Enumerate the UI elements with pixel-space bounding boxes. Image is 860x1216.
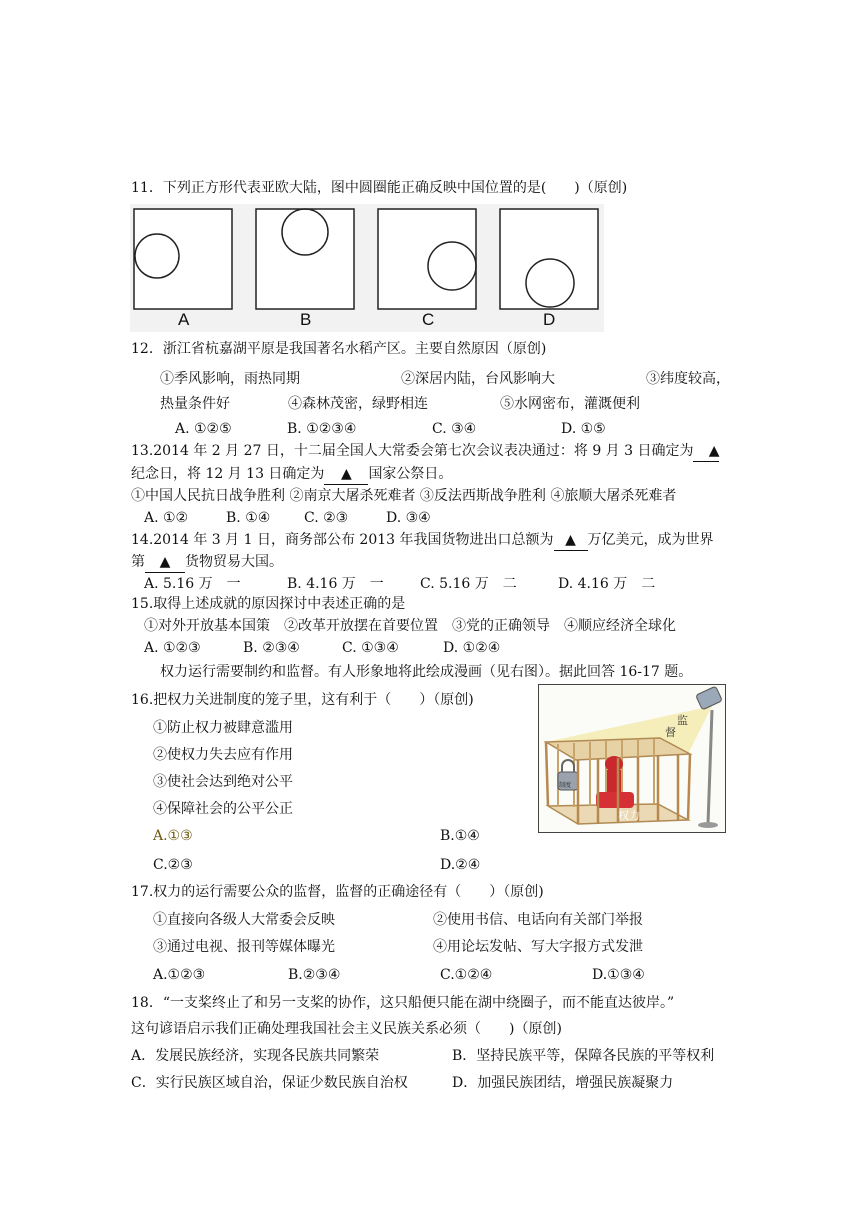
q12-statement-1: ①季风影响，雨热同期 xyxy=(160,371,300,387)
square-c xyxy=(378,209,476,309)
q14-option-c[interactable]: C. 5.16 万 二 xyxy=(420,576,517,592)
q13-text-2b: 国家公祭日。 xyxy=(368,466,453,482)
q16-statement-3: ③使社会达到绝对公平 xyxy=(153,774,293,790)
q18-option-a[interactable]: A．发展民族经济，实现各民族共同繁荣 xyxy=(131,1048,380,1064)
cartoon-lock-label: 制度 xyxy=(559,782,572,789)
q18-line-2: 这句谚语启示我们正确处理我国社会主义民族关系必须（ )（原创) xyxy=(131,1021,562,1037)
q15-statements: ①对外开放基本国策 ②改革开放摆在首要位置 ③党的正确领导 ④顺应经济全球化 xyxy=(144,618,676,634)
q16-statement-2: ②使权力失去应有作用 xyxy=(153,747,293,763)
q13-option-a[interactable]: A. ①② xyxy=(144,510,189,526)
q18-option-c[interactable]: C．实行民族区域自治，保证少数民族自治权 xyxy=(131,1075,408,1091)
q12-statement-4: ④森林茂密，绿野相连 xyxy=(288,396,428,412)
square-b xyxy=(256,209,354,309)
q16-option-d[interactable]: D.②④ xyxy=(440,857,481,873)
q12-statement-5: ⑤水网密布，灌溉便利 xyxy=(500,396,640,412)
q14-line-2 xyxy=(131,552,283,573)
q12-option-c[interactable]: C. ③④ xyxy=(432,421,477,437)
cartoon-label-jian: 监 xyxy=(677,714,688,727)
cartoon-label-power: 权力 xyxy=(618,809,640,822)
q12-statement-2: ②深居内陆，台风影响大 xyxy=(401,371,555,387)
q16-option-a[interactable]: A.①③ xyxy=(153,828,193,844)
q13-option-c[interactable]: C. ②③ xyxy=(304,510,349,526)
q17-option-d[interactable]: D.①③④ xyxy=(592,967,645,983)
power-cage-cartoon xyxy=(538,684,726,833)
q13-text-1: 13.2014 年 2 月 27 日，十二届全国人大常委会第七次会议表决通过：将 9 月 3 日确定为 xyxy=(131,443,694,459)
q16-statement-1: ①防止权力被肆意滥用 xyxy=(153,720,293,736)
q15-option-c[interactable]: C. ①③④ xyxy=(342,640,399,656)
q14-text-1a: 14.2014 年 3 月 1 日，商务部公布 2013 年我国货物进出口总额为 xyxy=(131,532,554,548)
q16-option-b[interactable]: B.①④ xyxy=(440,828,480,844)
q14-text-2a: 第 xyxy=(131,554,145,570)
q13-option-b[interactable]: B. ①④ xyxy=(226,510,271,526)
label-b: B xyxy=(300,310,312,329)
q13-blank-2: ▲ xyxy=(324,464,368,485)
label-a: A xyxy=(178,310,190,329)
label-c: C xyxy=(422,310,435,329)
square-a xyxy=(134,209,232,309)
q17-statement-1: ①直接向各级人大常委会反映 xyxy=(153,912,335,928)
q13-line-1 xyxy=(131,441,719,462)
q15-stem: 15.取得上述成就的原因探讨中表述正确的是 xyxy=(131,596,406,612)
q18-line-1: 18．“一支桨终止了和另一支桨的协作，这只船便只能在湖中绕圈子，而不能直达彼岸。” xyxy=(131,995,675,1011)
q17-statement-3: ③通过电视、报刊等媒体曝光 xyxy=(153,939,335,955)
q16-statement-4: ④保障社会的公平公正 xyxy=(153,801,293,817)
q18-option-d[interactable]: D．加强民族团结，增强民族凝聚力 xyxy=(452,1075,674,1091)
q12-statement-3: ③纬度较高， xyxy=(646,371,730,387)
q14-blank-1: ▲ xyxy=(554,530,588,551)
q13-option-d[interactable]: D. ③④ xyxy=(386,510,431,526)
q17-option-a[interactable]: A.①②③ xyxy=(153,967,206,983)
q14-text-1b: 万亿美元，成为世界 xyxy=(587,532,714,548)
q15-option-b[interactable]: B. ②③④ xyxy=(243,640,300,656)
q14-blank-2: ▲ xyxy=(145,552,185,573)
q13-blank-1: ▲ xyxy=(693,441,719,462)
q17-option-c[interactable]: C.①②④ xyxy=(440,967,493,983)
q17-statement-2: ②使用书信、电话向有关部门举报 xyxy=(433,912,643,928)
q11-stem: 11．下列正方形代表亚欧大陆，图中圆圈能正确反映中国位置的是( )（原创) xyxy=(131,180,628,196)
q11-diagram xyxy=(130,204,604,332)
q14-text-2b: 货物贸易大国。 xyxy=(185,554,283,570)
q12-option-b[interactable]: B. ①②③④ xyxy=(287,421,357,437)
q13-line-2 xyxy=(131,464,452,485)
q14-option-a[interactable]: A. 5.16 万 一 xyxy=(144,576,241,592)
q17-option-b[interactable]: B.②③④ xyxy=(288,967,341,983)
intro-16-17: 权力运行需要制约和监督。有人形象地将此绘成漫画（见右图）。据此回答 16-17 题。 xyxy=(160,664,693,680)
q13-text-2a: 纪念日，将 12 月 13 日确定为 xyxy=(131,466,325,482)
q15-option-a[interactable]: A. ①②③ xyxy=(144,640,201,656)
q14-line-1 xyxy=(131,530,714,551)
q15-option-d[interactable]: D. ①②④ xyxy=(443,640,501,656)
q16-option-c[interactable]: C.②③ xyxy=(153,857,193,873)
q12-option-a[interactable]: A. ①②⑤ xyxy=(175,421,232,437)
q12-stem: 12．浙江省杭嘉湖平原是我国著名水稻产区。主要自然原因（原创) xyxy=(131,341,547,357)
q14-option-d[interactable]: D. 4.16 万 二 xyxy=(558,576,656,592)
q18-option-b[interactable]: B．坚持民族平等，保障各民族的平等权利 xyxy=(452,1048,715,1064)
q11-figure xyxy=(130,204,604,332)
q16-stem: 16.把权力关进制度的笼子里，这有利于（ ）（原创) xyxy=(131,692,474,708)
q14-option-b[interactable]: B. 4.16 万 一 xyxy=(287,576,384,592)
q17-statement-4: ④用论坛发帖、写大字报方式发泄 xyxy=(433,939,643,955)
q13-statements: ①中国人民抗日战争胜利 ②南京大屠杀死难者 ③反法西斯战争胜利 ④旅顺大屠杀死难者 xyxy=(131,488,677,504)
label-d: D xyxy=(543,310,556,329)
q12-option-d[interactable]: D. ①⑤ xyxy=(561,421,606,437)
q12-statement-3-cont: 热量条件好 xyxy=(160,396,230,412)
q17-stem: 17.权力的运行需要公众的监督，监督的正确途径有（ ）（原创) xyxy=(131,884,544,900)
cartoon-label-du: 督 xyxy=(665,726,676,739)
